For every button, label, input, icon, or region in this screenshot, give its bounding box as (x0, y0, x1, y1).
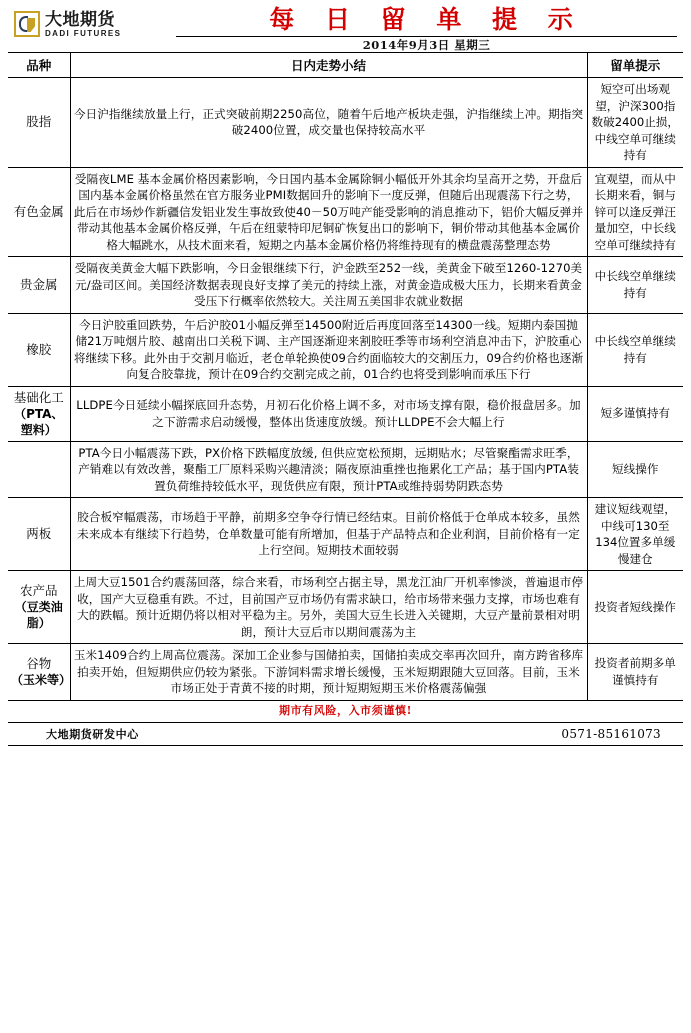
cell-position-tip: 建议短线观望，中线可130至134位置多单缓慢建仓 (587, 498, 683, 571)
page-header (8, 0, 683, 52)
table-head (8, 53, 683, 78)
table-row (8, 498, 683, 571)
cell-trend-summary: LLDPE今日延续小幅探底回升态势，月初石化价格上调不多，对市场支撑有限，稳价报盘居多。加之下游需求启动缓慢，整体出货速度放缓。预计LLDPE不会大幅上行 (70, 386, 587, 441)
page-footer (8, 701, 683, 746)
cell-variety (8, 571, 70, 644)
table-row (8, 441, 683, 498)
cell-position-tip: 短空可出场观望，沪深300指数破2400止损，中线空单可继续持有 (587, 78, 683, 168)
variety-name: 农产品 (19, 583, 58, 598)
cell-position-tip: 中长线空单继续持有 (587, 257, 683, 314)
column-header-tip: 留单提示 (587, 53, 683, 78)
variety-subname: （豆类油脂） (14, 600, 63, 630)
column-header-variety: 品种 (8, 53, 70, 78)
table-row (8, 257, 683, 314)
cell-position-tip: 短线操作 (587, 441, 683, 498)
brand-name-en: DADI FUTURES (45, 28, 122, 38)
table-header-row (8, 53, 683, 78)
cell-variety (8, 257, 70, 314)
variety-name: 基础化工 (13, 389, 64, 405)
variety-name: 股指 (26, 114, 52, 130)
cell-trend-summary: 上周大豆1501合约震荡回落，综合来看，市场利空占据主导，黑龙江油厂开机率惨淡，普遍退市停收，国产大豆稳重有跌。不过，目前国产豆市场仍有需求缺口，给市场带来强力支撑，市场也难有大的跌幅。预计近期仍将以相对平稳为主。另外，美国大豆生长进入关键期，大豆产量前景相对明朗，预计大豆后市以期间震荡为主 (70, 571, 587, 644)
cell-variety (8, 167, 70, 257)
variety-name: 谷物 (26, 655, 52, 671)
cell-trend-summary: 玉米1409合约上周高位震荡。深加工企业参与国储拍卖，国储拍卖成交率再次回升，南方跨省移库拍卖开始，但短期供应仍较为紧张。下游饲料需求增长缓慢，玉米短期跟随大豆回落。目前，玉米市场正处于青黄不接的时期，预计短期短期玉米价格震荡偏强 (70, 644, 587, 701)
variety-name: 贵金属 (19, 276, 58, 292)
table-row (8, 78, 683, 168)
cell-position-tip: 投资者短线操作 (587, 571, 683, 644)
cell-position-tip: 中长线空单继续持有 (587, 313, 683, 386)
brand-name-cn: 大地期货 (45, 9, 115, 29)
variety-name: 两板 (26, 526, 52, 541)
column-header-summary: 日内走势小结 (70, 53, 587, 78)
report-table (8, 52, 683, 701)
table-row (8, 313, 683, 386)
cell-trend-summary: PTA今日小幅震荡下跌，PX价格下跌幅度放缓, 但供应宽松预期，远期贴水；尽管聚酯需求旺季，产销难以有效改善，聚酯工厂原料采购兴趣清淡；隔夜原油重挫也拖累化工产品；基于国内PTA装置负荷维持较低水平，现货供应有限，预计PTA或维持弱势阴跌态势 (70, 441, 587, 498)
cell-trend-summary: 受隔夜LME 基本金属价格因素影响，今日国内基本金属除铜小幅低开外其余均呈高开之势，开盘后国内基本金属价格虽然在官方服务业PMI数据回升的影响下一度反弹，但随后出现震荡下行之势，此后在市场炒作新疆信发铝业发生事故致使40－50万吨产能受影响的消息推动下，铝价大幅反弹并带动其他基本金属价格反弹，午后在纽蒙特印尼铜矿恢复出口的影响下，铜价带动其他基本金属价格大幅跳水，从技术面来看，短期之内基本金属价格仍将维持现有的横盘震荡整理态势 (70, 167, 587, 257)
cell-position-tip: 短多谨慎持有 (587, 386, 683, 441)
cell-position-tip: 投资者前期多单谨慎持有 (587, 644, 683, 701)
cell-variety (8, 78, 70, 168)
table-row (8, 386, 683, 441)
cell-variety (8, 644, 70, 701)
variety-subname: （PTA、塑料） (14, 406, 64, 437)
cell-variety (8, 441, 70, 498)
variety-name: 有色金属 (13, 203, 64, 219)
cell-trend-summary: 受隔夜美黄金大幅下跌影响，今日金银继续下行，沪金跌至252一线，美黄金下破至1260-1270美元/盎司区间。美国经济数据表现良好支撑了美元的持续上涨，对黄金造成极大压力，长期来看黄金受压下行概率依然较大。关注周五美国非农就业数据 (70, 257, 587, 314)
footer-phone: 0571-85161073 (561, 726, 661, 741)
dadi-logo-mark-icon (14, 11, 40, 37)
table-body (8, 78, 683, 701)
cell-trend-summary: 胶合板窄幅震荡，市场趋于平静，前期多空争夺行情已经结束。目前价格低于仓单成本较多，虽然未来成本有继续下行趋势，仓单数量可能有所增加，但基于产品特点和企业利润，目前价格有一定上行空间。短期技术面较弱 (70, 498, 587, 571)
table-row (8, 644, 683, 701)
variety-subname: （玉米等） (11, 672, 72, 687)
page-title: 每 日 留 单 提 示 (269, 5, 584, 34)
cell-variety (8, 386, 70, 441)
report-date: 2014年9月3日 星期三 (362, 38, 491, 52)
footer-organization: 大地期货研发中心 (46, 727, 139, 741)
table-row (8, 167, 683, 257)
brand-text (45, 11, 121, 38)
title-block (176, 4, 677, 54)
footer-bar (8, 723, 683, 745)
cell-variety (8, 313, 70, 386)
risk-warning: 期市有风险，入市须谨慎! (8, 701, 683, 723)
cell-trend-summary: 今日沪指继续放量上行，正式突破前期2250高位，随着午后地产板块走强，沪指继续上冲。期指突破2400位置，成交量也保持较高水平 (70, 78, 587, 168)
cell-variety (8, 498, 70, 571)
cell-trend-summary: 今日沪胶重回跌势，午后沪胶01小幅反弹至14500附近后再度回落至14300一线。短期内泰国抛储21万吨烟片胶、越南出口关税下调、主产国逐渐迎来割胶旺季等市场利空消息冲击下，沪胶重心将继续下移。此外由于交割月临近，老仓单轮换使09合约面临较大的交割压力，09合约价格也逐渐向复合胶靠拢，预计在09合约交割完成之前，01合约也将受到影响而承压下行 (70, 313, 587, 386)
table-row (8, 571, 683, 644)
cell-position-tip: 宜观望，而从中长期来看，铜与锌可以逢反弹汪量加空，中长线空单可继续持有 (587, 167, 683, 257)
brand-logo (8, 4, 176, 44)
variety-name: 橡胶 (26, 341, 52, 357)
